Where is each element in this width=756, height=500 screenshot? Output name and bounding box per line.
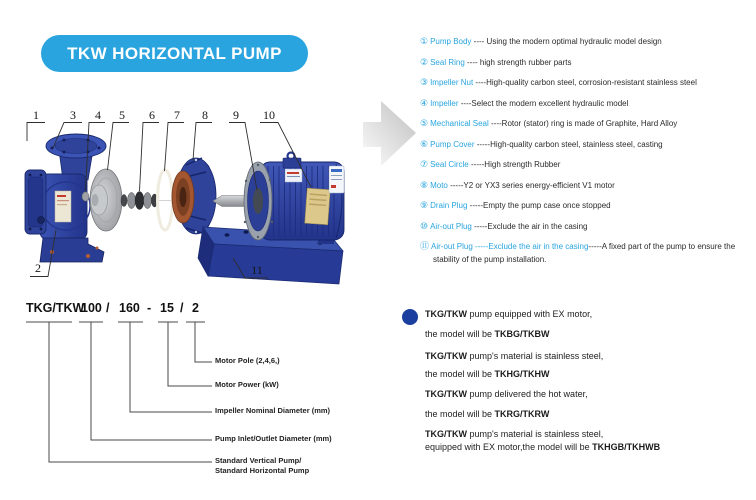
variant-line: equipped with EX motor,the model will be TKHGB/TKHWB [425,442,661,452]
label-series-type-1: Standard Vertical Pump/ [215,456,302,465]
part-name: Seal Ring [430,57,465,67]
variant-line: TKG/TKW pump's material is stainless steel, [425,429,604,439]
label-series-type-2: Standard Horizontal Pump [215,466,310,475]
variant-line: TKG/TKW pump equipped with EX motor, [425,309,593,319]
callout-3: 3 [70,108,76,122]
bullet-circle-icon [402,309,418,325]
part-name: Moto [430,180,448,190]
variant-line: the model will be TKBG/TKBW [425,329,550,339]
item-number-badge: ⑤ [420,119,429,129]
part-description: ----Select the modern excellent hydraulic model [458,98,629,108]
part-description: -----Exclude the air in the casing [471,221,588,231]
part-description: ----Rotor (stator) ring is made of Graphite, Hard Alloy [488,119,678,128]
variant-line: TKG/TKW pump's material is stainless steel, [425,351,604,361]
item-number-badge: ⑨ [420,201,429,211]
part-name: Pump Body [430,37,472,46]
model-code-inlet: 100 [81,301,102,315]
variant-line: the model will be TKRG/TKRW [425,409,550,419]
item-number-badge: ② [420,57,429,68]
part-name: Mechanical Seal [430,119,489,128]
callout-6: 6 [149,108,155,122]
callout-5: 5 [119,108,125,122]
part-description: -----A fixed part of the pump to ensure the stability of the pump installation. [433,242,736,264]
part-description: -----High-quality carbon steel, stainless steel, casting [474,139,663,149]
item-number-badge: ① [420,37,429,47]
part-name: Impeller Nut [430,78,474,87]
item-number-badge: ⑥ [420,139,429,150]
part-name: Seal Circle [430,160,469,169]
callout-2: 2 [35,261,41,275]
model-code-series: TKG/TKW [26,301,85,315]
page-title: TKW HORIZONTAL PUMP [67,43,282,63]
item-number-badge: ⑦ [420,160,429,170]
part-name: Pump Cover [430,139,475,149]
variant-line: the model will be TKHG/TKHW [425,369,550,379]
item-number-badge: ③ [420,78,429,88]
model-code-power: 15 [160,301,174,315]
part-description: -----Y2 or YX3 series energy-efficient V1 motor [447,180,615,190]
model-code-impeller: 160 [119,301,140,315]
part-name: Drain Plug [430,201,468,210]
model-code-slash2: / [180,301,184,315]
callout-1: 1 [33,108,39,122]
callout-11: 11 [251,263,263,277]
model-code-pole: 2 [192,301,199,315]
item-number-badge: ④ [420,98,429,109]
label-impeller-diameter: Impeller Nominal Diameter (mm) [215,406,331,415]
part-description: -----High strength Rubber [468,160,561,169]
part-description: ---- high strength rubber parts [464,57,572,67]
part-description: ---- Using the modern optimal hydraulic model design [471,37,662,46]
part-name: Impeller [430,98,459,108]
part-description: -----Empty the pump case once stopped [467,201,611,210]
part-name: Air-out Plug [430,221,472,231]
callout-4: 4 [95,108,101,122]
part-description: ----High-quality carbon steel, corrosion-resistant stainless steel [473,78,697,87]
item-number-badge: ⑪ [420,242,430,252]
label-inlet-diameter: Pump Inlet/Outlet Diameter (mm) [215,434,332,443]
label-motor-power: Motor Power (kW) [215,380,279,389]
item-number-badge: ⑧ [420,180,429,191]
item-number-badge: ⑩ [420,221,429,232]
callout-9: 9 [233,108,239,122]
callout-10: 10 [263,108,275,122]
callout-7: 7 [174,108,180,122]
model-code-slash: / [106,301,110,315]
part-name: Air-out Plug -----Exclude the air in the casing [431,242,589,251]
label-motor-pole: Motor Pole (2,4,6,) [215,356,280,365]
model-code-dash: - [147,301,152,315]
variant-line: TKG/TKW pump delivered the hot water, [425,389,588,399]
callout-8: 8 [202,108,208,122]
